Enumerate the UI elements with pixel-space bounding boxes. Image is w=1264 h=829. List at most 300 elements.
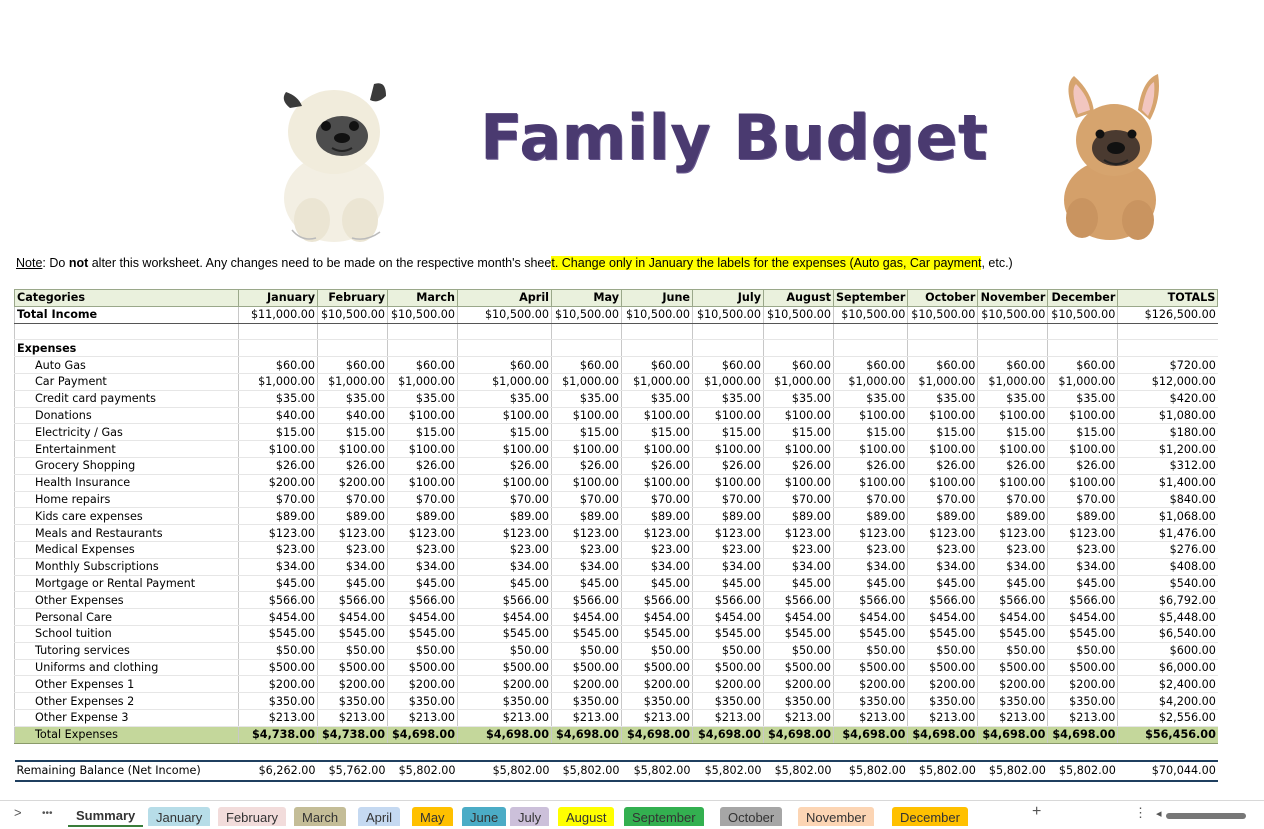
value-cell[interactable]: $50.00 <box>834 642 908 659</box>
row-label[interactable]: School tuition <box>15 625 239 642</box>
value-cell[interactable]: $35.00 <box>622 390 693 407</box>
value-cell[interactable]: $545.00 <box>978 625 1048 642</box>
value-cell[interactable]: $5,802.00 <box>908 761 978 781</box>
value-cell[interactable]: $4,200.00 <box>1118 693 1218 710</box>
value-cell[interactable]: $566.00 <box>458 592 552 609</box>
value-cell[interactable]: $840.00 <box>1118 491 1218 508</box>
value-cell[interactable]: $26.00 <box>764 457 834 474</box>
value-cell[interactable]: $89.00 <box>458 508 552 525</box>
sheet-tab-april[interactable]: April <box>358 807 400 826</box>
value-cell[interactable]: $500.00 <box>458 659 552 676</box>
value-cell[interactable]: $5,802.00 <box>458 761 552 781</box>
value-cell[interactable]: $213.00 <box>239 709 318 726</box>
value-cell[interactable]: $35.00 <box>834 390 908 407</box>
value-cell[interactable]: $70.00 <box>1048 491 1118 508</box>
empty-cell[interactable] <box>1118 323 1218 340</box>
value-cell[interactable]: $180.00 <box>1118 424 1218 441</box>
value-cell[interactable]: $45.00 <box>318 575 388 592</box>
value-cell[interactable]: $4,698.00 <box>693 726 764 743</box>
value-cell[interactable]: $200.00 <box>239 474 318 491</box>
value-cell[interactable]: $10,500.00 <box>318 306 388 323</box>
value-cell[interactable]: $10,500.00 <box>622 306 693 323</box>
value-cell[interactable]: $5,762.00 <box>318 761 388 781</box>
value-cell[interactable]: $70.00 <box>908 491 978 508</box>
value-cell[interactable]: $100.00 <box>693 407 764 424</box>
value-cell[interactable]: $60.00 <box>978 357 1048 374</box>
value-cell[interactable]: $350.00 <box>458 693 552 710</box>
value-cell[interactable]: $200.00 <box>318 676 388 693</box>
row-label[interactable]: Health Insurance <box>15 474 239 491</box>
row-label[interactable]: Other Expenses 2 <box>15 693 239 710</box>
value-cell[interactable]: $34.00 <box>908 558 978 575</box>
value-cell[interactable]: $4,698.00 <box>1048 726 1118 743</box>
value-cell[interactable]: $500.00 <box>834 659 908 676</box>
empty-cell[interactable] <box>239 323 318 340</box>
value-cell[interactable]: $50.00 <box>622 642 693 659</box>
value-cell[interactable]: $56,456.00 <box>1118 726 1218 743</box>
value-cell[interactable]: $5,802.00 <box>834 761 908 781</box>
value-cell[interactable]: $12,000.00 <box>1118 373 1218 390</box>
value-cell[interactable]: $545.00 <box>388 625 458 642</box>
value-cell[interactable]: $70.00 <box>693 491 764 508</box>
value-cell[interactable]: $26.00 <box>693 457 764 474</box>
value-cell[interactable]: $200.00 <box>318 474 388 491</box>
value-cell[interactable]: $23.00 <box>908 541 978 558</box>
value-cell[interactable]: $545.00 <box>764 625 834 642</box>
empty-cell[interactable] <box>693 743 764 761</box>
value-cell[interactable]: $100.00 <box>693 474 764 491</box>
sheet-tab-september[interactable]: September <box>624 807 704 826</box>
header-cell[interactable]: February <box>318 290 388 307</box>
value-cell[interactable]: $100.00 <box>834 441 908 458</box>
value-cell[interactable]: $45.00 <box>764 575 834 592</box>
value-cell[interactable]: $89.00 <box>908 508 978 525</box>
header-cell[interactable]: January <box>239 290 318 307</box>
value-cell[interactable]: $1,476.00 <box>1118 525 1218 542</box>
value-cell[interactable]: $500.00 <box>908 659 978 676</box>
value-cell[interactable]: $500.00 <box>388 659 458 676</box>
value-cell[interactable]: $23.00 <box>622 541 693 558</box>
value-cell[interactable]: $5,802.00 <box>1048 761 1118 781</box>
empty-cell[interactable] <box>552 340 622 357</box>
value-cell[interactable]: $4,698.00 <box>764 726 834 743</box>
value-cell[interactable]: $50.00 <box>239 642 318 659</box>
empty-cell[interactable] <box>978 340 1048 357</box>
value-cell[interactable]: $10,500.00 <box>978 306 1048 323</box>
value-cell[interactable]: $100.00 <box>388 441 458 458</box>
next-sheet-arrow-icon[interactable]: > <box>14 805 22 820</box>
value-cell[interactable]: $5,802.00 <box>388 761 458 781</box>
empty-cell[interactable] <box>15 743 239 761</box>
value-cell[interactable]: $4,698.00 <box>978 726 1048 743</box>
value-cell[interactable]: $5,802.00 <box>693 761 764 781</box>
value-cell[interactable]: $200.00 <box>458 676 552 693</box>
value-cell[interactable]: $100.00 <box>978 474 1048 491</box>
value-cell[interactable]: $45.00 <box>693 575 764 592</box>
value-cell[interactable]: $454.00 <box>978 609 1048 626</box>
value-cell[interactable]: $45.00 <box>458 575 552 592</box>
value-cell[interactable]: $454.00 <box>388 609 458 626</box>
value-cell[interactable]: $5,802.00 <box>622 761 693 781</box>
row-label[interactable]: Other Expenses <box>15 592 239 609</box>
empty-cell[interactable] <box>458 323 552 340</box>
sheet-tab-october[interactable]: October <box>720 807 782 826</box>
value-cell[interactable]: $100.00 <box>622 474 693 491</box>
value-cell[interactable]: $566.00 <box>834 592 908 609</box>
value-cell[interactable]: $100.00 <box>834 407 908 424</box>
value-cell[interactable]: $23.00 <box>388 541 458 558</box>
value-cell[interactable]: $545.00 <box>622 625 693 642</box>
value-cell[interactable]: $10,500.00 <box>458 306 552 323</box>
empty-cell[interactable] <box>764 323 834 340</box>
value-cell[interactable]: $350.00 <box>239 693 318 710</box>
value-cell[interactable]: $15.00 <box>764 424 834 441</box>
value-cell[interactable]: $34.00 <box>764 558 834 575</box>
value-cell[interactable]: $45.00 <box>978 575 1048 592</box>
value-cell[interactable]: $100.00 <box>1048 441 1118 458</box>
value-cell[interactable]: $35.00 <box>458 390 552 407</box>
value-cell[interactable]: $454.00 <box>622 609 693 626</box>
value-cell[interactable]: $566.00 <box>239 592 318 609</box>
value-cell[interactable]: $15.00 <box>693 424 764 441</box>
value-cell[interactable]: $213.00 <box>318 709 388 726</box>
sheet-tab-november[interactable]: November <box>798 807 874 826</box>
empty-cell[interactable] <box>239 340 318 357</box>
row-label[interactable]: Remaining Balance (Net Income) <box>15 761 239 781</box>
header-cell[interactable]: September <box>834 290 908 307</box>
value-cell[interactable]: $34.00 <box>458 558 552 575</box>
value-cell[interactable]: $15.00 <box>908 424 978 441</box>
empty-cell[interactable] <box>978 323 1048 340</box>
value-cell[interactable]: $500.00 <box>239 659 318 676</box>
value-cell[interactable]: $40.00 <box>239 407 318 424</box>
value-cell[interactable]: $200.00 <box>764 676 834 693</box>
row-label[interactable]: Other Expenses 1 <box>15 676 239 693</box>
sheet-tab-december[interactable]: December <box>892 807 968 826</box>
value-cell[interactable]: $10,500.00 <box>693 306 764 323</box>
value-cell[interactable]: $100.00 <box>834 474 908 491</box>
row-label[interactable]: Donations <box>15 407 239 424</box>
header-cell[interactable]: October <box>908 290 978 307</box>
row-label[interactable]: Total Expenses <box>15 726 239 743</box>
value-cell[interactable]: $100.00 <box>1048 407 1118 424</box>
value-cell[interactable]: $566.00 <box>1048 592 1118 609</box>
value-cell[interactable]: $100.00 <box>552 474 622 491</box>
value-cell[interactable]: $566.00 <box>693 592 764 609</box>
row-label[interactable]: Tutoring services <box>15 642 239 659</box>
value-cell[interactable]: $1,000.00 <box>458 373 552 390</box>
empty-cell[interactable] <box>908 743 978 761</box>
value-cell[interactable]: $1,000.00 <box>388 373 458 390</box>
value-cell[interactable]: $23.00 <box>978 541 1048 558</box>
value-cell[interactable]: $6,540.00 <box>1118 625 1218 642</box>
header-cell[interactable]: June <box>622 290 693 307</box>
empty-cell[interactable] <box>458 743 552 761</box>
value-cell[interactable]: $350.00 <box>693 693 764 710</box>
value-cell[interactable]: $213.00 <box>908 709 978 726</box>
value-cell[interactable]: $213.00 <box>1048 709 1118 726</box>
header-cell[interactable]: August <box>764 290 834 307</box>
value-cell[interactable]: $60.00 <box>318 357 388 374</box>
row-label[interactable]: Total Income <box>15 306 239 323</box>
value-cell[interactable]: $566.00 <box>908 592 978 609</box>
value-cell[interactable]: $454.00 <box>318 609 388 626</box>
value-cell[interactable]: $454.00 <box>764 609 834 626</box>
value-cell[interactable]: $60.00 <box>552 357 622 374</box>
value-cell[interactable]: $566.00 <box>388 592 458 609</box>
value-cell[interactable]: $454.00 <box>693 609 764 626</box>
empty-cell[interactable] <box>1048 340 1118 357</box>
value-cell[interactable]: $454.00 <box>908 609 978 626</box>
empty-cell[interactable] <box>552 323 622 340</box>
value-cell[interactable]: $35.00 <box>693 390 764 407</box>
value-cell[interactable]: $70.00 <box>458 491 552 508</box>
value-cell[interactable]: $350.00 <box>834 693 908 710</box>
value-cell[interactable]: $4,698.00 <box>908 726 978 743</box>
value-cell[interactable]: $45.00 <box>388 575 458 592</box>
value-cell[interactable]: $34.00 <box>239 558 318 575</box>
value-cell[interactable]: $45.00 <box>552 575 622 592</box>
row-label[interactable]: Car Payment <box>15 373 239 390</box>
header-cell[interactable]: November <box>978 290 1048 307</box>
value-cell[interactable]: $1,000.00 <box>693 373 764 390</box>
value-cell[interactable]: $566.00 <box>978 592 1048 609</box>
row-label[interactable]: Auto Gas <box>15 357 239 374</box>
value-cell[interactable]: $1,400.00 <box>1118 474 1218 491</box>
value-cell[interactable]: $123.00 <box>239 525 318 542</box>
value-cell[interactable]: $350.00 <box>978 693 1048 710</box>
value-cell[interactable]: $35.00 <box>978 390 1048 407</box>
value-cell[interactable]: $545.00 <box>458 625 552 642</box>
row-label[interactable]: Monthly Subscriptions <box>15 558 239 575</box>
value-cell[interactable]: $23.00 <box>318 541 388 558</box>
value-cell[interactable]: $123.00 <box>552 525 622 542</box>
value-cell[interactable]: $4,738.00 <box>239 726 318 743</box>
value-cell[interactable]: $5,802.00 <box>764 761 834 781</box>
sheet-tab-august[interactable]: August <box>558 807 614 826</box>
value-cell[interactable]: $545.00 <box>552 625 622 642</box>
value-cell[interactable]: $45.00 <box>908 575 978 592</box>
row-label[interactable]: Meals and Restaurants <box>15 525 239 542</box>
sheet-menu-icon[interactable]: ⋮ <box>1134 805 1147 820</box>
value-cell[interactable]: $6,262.00 <box>239 761 318 781</box>
value-cell[interactable]: $23.00 <box>552 541 622 558</box>
sheet-tab-june[interactable]: June <box>462 807 506 826</box>
value-cell[interactable]: $350.00 <box>388 693 458 710</box>
value-cell[interactable]: $70.00 <box>239 491 318 508</box>
value-cell[interactable]: $123.00 <box>693 525 764 542</box>
section-label[interactable]: Expenses <box>15 340 239 357</box>
value-cell[interactable]: $70.00 <box>622 491 693 508</box>
value-cell[interactable]: $89.00 <box>388 508 458 525</box>
value-cell[interactable]: $34.00 <box>318 558 388 575</box>
value-cell[interactable]: $35.00 <box>764 390 834 407</box>
value-cell[interactable]: $89.00 <box>552 508 622 525</box>
empty-cell[interactable] <box>239 743 318 761</box>
row-label[interactable]: Home repairs <box>15 491 239 508</box>
value-cell[interactable]: $10,500.00 <box>552 306 622 323</box>
value-cell[interactable]: $454.00 <box>1048 609 1118 626</box>
value-cell[interactable]: $40.00 <box>318 407 388 424</box>
value-cell[interactable]: $89.00 <box>978 508 1048 525</box>
empty-cell[interactable] <box>978 743 1048 761</box>
value-cell[interactable]: $34.00 <box>388 558 458 575</box>
value-cell[interactable]: $89.00 <box>318 508 388 525</box>
value-cell[interactable]: $70.00 <box>978 491 1048 508</box>
value-cell[interactable]: $10,500.00 <box>1048 306 1118 323</box>
value-cell[interactable]: $89.00 <box>693 508 764 525</box>
value-cell[interactable]: $60.00 <box>239 357 318 374</box>
value-cell[interactable]: $350.00 <box>908 693 978 710</box>
value-cell[interactable]: $600.00 <box>1118 642 1218 659</box>
value-cell[interactable]: $100.00 <box>458 441 552 458</box>
value-cell[interactable]: $70.00 <box>552 491 622 508</box>
value-cell[interactable]: $70.00 <box>388 491 458 508</box>
empty-cell[interactable] <box>1118 743 1218 761</box>
value-cell[interactable]: $45.00 <box>1048 575 1118 592</box>
value-cell[interactable]: $213.00 <box>552 709 622 726</box>
value-cell[interactable]: $60.00 <box>1048 357 1118 374</box>
value-cell[interactable]: $26.00 <box>552 457 622 474</box>
empty-cell[interactable] <box>1118 340 1218 357</box>
empty-cell[interactable] <box>388 323 458 340</box>
empty-cell[interactable] <box>1048 323 1118 340</box>
value-cell[interactable]: $1,000.00 <box>1048 373 1118 390</box>
row-label[interactable]: Uniforms and clothing <box>15 659 239 676</box>
value-cell[interactable]: $89.00 <box>622 508 693 525</box>
value-cell[interactable]: $34.00 <box>978 558 1048 575</box>
value-cell[interactable]: $500.00 <box>318 659 388 676</box>
empty-cell[interactable] <box>15 323 239 340</box>
value-cell[interactable]: $420.00 <box>1118 390 1218 407</box>
value-cell[interactable]: $34.00 <box>552 558 622 575</box>
value-cell[interactable]: $26.00 <box>318 457 388 474</box>
value-cell[interactable]: $15.00 <box>622 424 693 441</box>
value-cell[interactable]: $2,400.00 <box>1118 676 1218 693</box>
value-cell[interactable]: $89.00 <box>764 508 834 525</box>
value-cell[interactable]: $45.00 <box>622 575 693 592</box>
value-cell[interactable]: $35.00 <box>388 390 458 407</box>
row-label[interactable]: Medical Expenses <box>15 541 239 558</box>
empty-cell[interactable] <box>834 323 908 340</box>
value-cell[interactable]: $350.00 <box>622 693 693 710</box>
row-label[interactable]: Entertainment <box>15 441 239 458</box>
value-cell[interactable]: $500.00 <box>693 659 764 676</box>
value-cell[interactable]: $500.00 <box>978 659 1048 676</box>
value-cell[interactable]: $5,802.00 <box>552 761 622 781</box>
empty-cell[interactable] <box>318 323 388 340</box>
horizontal-scrollbar[interactable] <box>1166 813 1246 819</box>
value-cell[interactable]: $70.00 <box>764 491 834 508</box>
value-cell[interactable]: $50.00 <box>458 642 552 659</box>
value-cell[interactable]: $100.00 <box>552 441 622 458</box>
value-cell[interactable]: $1,000.00 <box>552 373 622 390</box>
value-cell[interactable]: $23.00 <box>693 541 764 558</box>
value-cell[interactable]: $100.00 <box>458 474 552 491</box>
add-sheet-icon[interactable]: + <box>1032 803 1042 820</box>
value-cell[interactable]: $100.00 <box>318 441 388 458</box>
value-cell[interactable]: $50.00 <box>388 642 458 659</box>
value-cell[interactable]: $126,500.00 <box>1118 306 1218 323</box>
value-cell[interactable]: $70.00 <box>834 491 908 508</box>
value-cell[interactable]: $566.00 <box>622 592 693 609</box>
value-cell[interactable]: $4,698.00 <box>552 726 622 743</box>
value-cell[interactable]: $15.00 <box>1048 424 1118 441</box>
value-cell[interactable]: $213.00 <box>458 709 552 726</box>
value-cell[interactable]: $350.00 <box>552 693 622 710</box>
value-cell[interactable]: $15.00 <box>978 424 1048 441</box>
value-cell[interactable]: $1,000.00 <box>622 373 693 390</box>
value-cell[interactable]: $123.00 <box>388 525 458 542</box>
value-cell[interactable]: $60.00 <box>764 357 834 374</box>
value-cell[interactable]: $15.00 <box>318 424 388 441</box>
scroll-left-icon[interactable]: ◂ <box>1156 808 1162 820</box>
value-cell[interactable]: $100.00 <box>458 407 552 424</box>
empty-cell[interactable] <box>318 340 388 357</box>
value-cell[interactable]: $50.00 <box>764 642 834 659</box>
value-cell[interactable]: $35.00 <box>239 390 318 407</box>
value-cell[interactable]: $4,698.00 <box>834 726 908 743</box>
empty-cell[interactable] <box>388 743 458 761</box>
value-cell[interactable]: $200.00 <box>693 676 764 693</box>
value-cell[interactable]: $34.00 <box>693 558 764 575</box>
value-cell[interactable]: $5,802.00 <box>978 761 1048 781</box>
value-cell[interactable]: $123.00 <box>458 525 552 542</box>
value-cell[interactable]: $200.00 <box>622 676 693 693</box>
value-cell[interactable]: $500.00 <box>552 659 622 676</box>
value-cell[interactable]: $123.00 <box>318 525 388 542</box>
value-cell[interactable]: $10,500.00 <box>388 306 458 323</box>
value-cell[interactable]: $4,698.00 <box>388 726 458 743</box>
value-cell[interactable]: $100.00 <box>239 441 318 458</box>
value-cell[interactable]: $89.00 <box>239 508 318 525</box>
value-cell[interactable]: $23.00 <box>834 541 908 558</box>
value-cell[interactable]: $213.00 <box>622 709 693 726</box>
empty-cell[interactable] <box>622 323 693 340</box>
value-cell[interactable]: $15.00 <box>388 424 458 441</box>
value-cell[interactable]: $500.00 <box>622 659 693 676</box>
value-cell[interactable]: $45.00 <box>834 575 908 592</box>
value-cell[interactable]: $200.00 <box>239 676 318 693</box>
value-cell[interactable]: $5,448.00 <box>1118 609 1218 626</box>
value-cell[interactable]: $34.00 <box>834 558 908 575</box>
header-cell[interactable]: April <box>458 290 552 307</box>
sheet-tab-february[interactable]: February <box>218 807 286 826</box>
value-cell[interactable]: $50.00 <box>318 642 388 659</box>
value-cell[interactable]: $200.00 <box>388 676 458 693</box>
value-cell[interactable]: $26.00 <box>1048 457 1118 474</box>
value-cell[interactable]: $545.00 <box>908 625 978 642</box>
header-cell[interactable]: March <box>388 290 458 307</box>
header-cell[interactable]: TOTALS <box>1118 290 1218 307</box>
value-cell[interactable]: $70.00 <box>318 491 388 508</box>
value-cell[interactable]: $15.00 <box>552 424 622 441</box>
header-cell[interactable]: Categories <box>15 290 239 307</box>
value-cell[interactable]: $1,200.00 <box>1118 441 1218 458</box>
row-label[interactable]: Personal Care <box>15 609 239 626</box>
value-cell[interactable]: $1,000.00 <box>834 373 908 390</box>
value-cell[interactable]: $26.00 <box>978 457 1048 474</box>
value-cell[interactable]: $1,000.00 <box>764 373 834 390</box>
value-cell[interactable]: $70,044.00 <box>1118 761 1218 781</box>
value-cell[interactable]: $1,000.00 <box>908 373 978 390</box>
empty-cell[interactable] <box>622 340 693 357</box>
value-cell[interactable]: $26.00 <box>388 457 458 474</box>
value-cell[interactable]: $34.00 <box>1048 558 1118 575</box>
value-cell[interactable]: $23.00 <box>458 541 552 558</box>
empty-cell[interactable] <box>693 323 764 340</box>
value-cell[interactable]: $60.00 <box>622 357 693 374</box>
